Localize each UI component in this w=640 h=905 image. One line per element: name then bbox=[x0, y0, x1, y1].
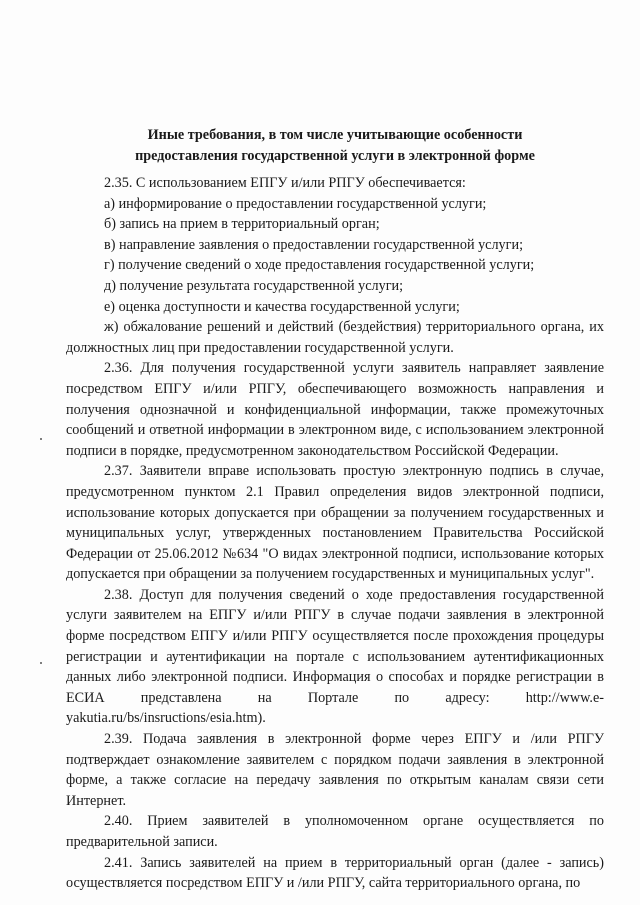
scan-speck bbox=[40, 662, 42, 664]
list-item-v: в) направление заявления о предоставлении государственной услуги; bbox=[104, 236, 524, 253]
paragraph-2-40: 2.40. Прием заявителей в уполномоченном органе осуществляется по предварительной записи. bbox=[66, 813, 604, 850]
section-heading-line-2: предоставления государственной услуги в электронной форме bbox=[135, 148, 535, 164]
list-item-g: г) получение сведений о ходе предоставления государственной услуги; bbox=[104, 257, 535, 274]
document-body bbox=[66, 173, 604, 894]
paragraph-2-38: 2.38. Доступ для получения сведений о ходе предоставления государственной услуги заявителем на ЕПГУ и/или РПГУ в случае подачи заявления в электронной форме посредством ЕПГУ и/или РПГУ осуществляется после прохождения процедуры регистрации и аутентификации на портале с использованием аутентификационных данных либо электронной подписи. Информация о способах и порядке регистрации в ЕСИА представлена на Портале по адресу: http://www.e-yakutia.ru/bs/insructions/esia.htm). bbox=[66, 586, 604, 727]
section-heading bbox=[60, 125, 610, 167]
list-item-e: е) оценка доступности и качества государственной услуги; bbox=[104, 298, 460, 315]
paragraph-2-37: 2.37. Заявители вправе использовать простую электронную подпись в случае, предусмотренном пунктом 2.1 Правил определения видов электронной подписи, использование которых допускается при обращении за получением государственных и муниципальных услуг, утвержденных постановлением Правительства Российской Федерации от 25.06.2012 №634 "О видах электронной подписи, использование которых допускается при обращении за получением государственных и муниципальных услуг". bbox=[66, 463, 604, 583]
list-item-d: д) получение результата государственной услуги; bbox=[104, 277, 404, 294]
list-item-b: б) запись на прием в территориальный орган; bbox=[104, 216, 380, 233]
scan-speck bbox=[40, 438, 42, 440]
paragraph-2-39: 2.39. Подача заявления в электронной форме через ЕПГУ и /или РПГУ подтверждает ознакомление заявителем с порядком подачи заявления в электронной форме, а также согласие на передачу заявления по открытым каналам связи сети Интернет. bbox=[66, 731, 604, 809]
paragraph-2-35-intro: 2.35. С использованием ЕПГУ и/или РПГУ обеспечивается: bbox=[104, 175, 466, 191]
list-item-zh: ж) обжалование решений и действий (бездействия) территориального органа, их должностных лиц при предоставлении государственной услуги. bbox=[66, 319, 604, 356]
list-item-a: а) информирование о предоставлении государственной услуги; bbox=[104, 195, 487, 212]
section-heading-line-1: Иные требования, в том числе учитывающие особенности bbox=[147, 127, 523, 143]
paragraph-2-41: 2.41. Запись заявителей на прием в территориальный орган (далее - запись) осуществляется посредством ЕПГУ и /или РПГУ, сайта территориального органа, по bbox=[66, 854, 604, 892]
paragraph-2-36: 2.36. Для получения государственной услуги заявитель направляет заявление посредством ЕПГУ и/или РПГУ, обеспечивающего возможность направления и получения однозначной и конфиденциальной информации, также промежуточных сообщений и ответной информации в электронном виде, с использованием электронной подписи в порядке, предусмотренном законодательством Российской Федерации. bbox=[66, 360, 604, 459]
